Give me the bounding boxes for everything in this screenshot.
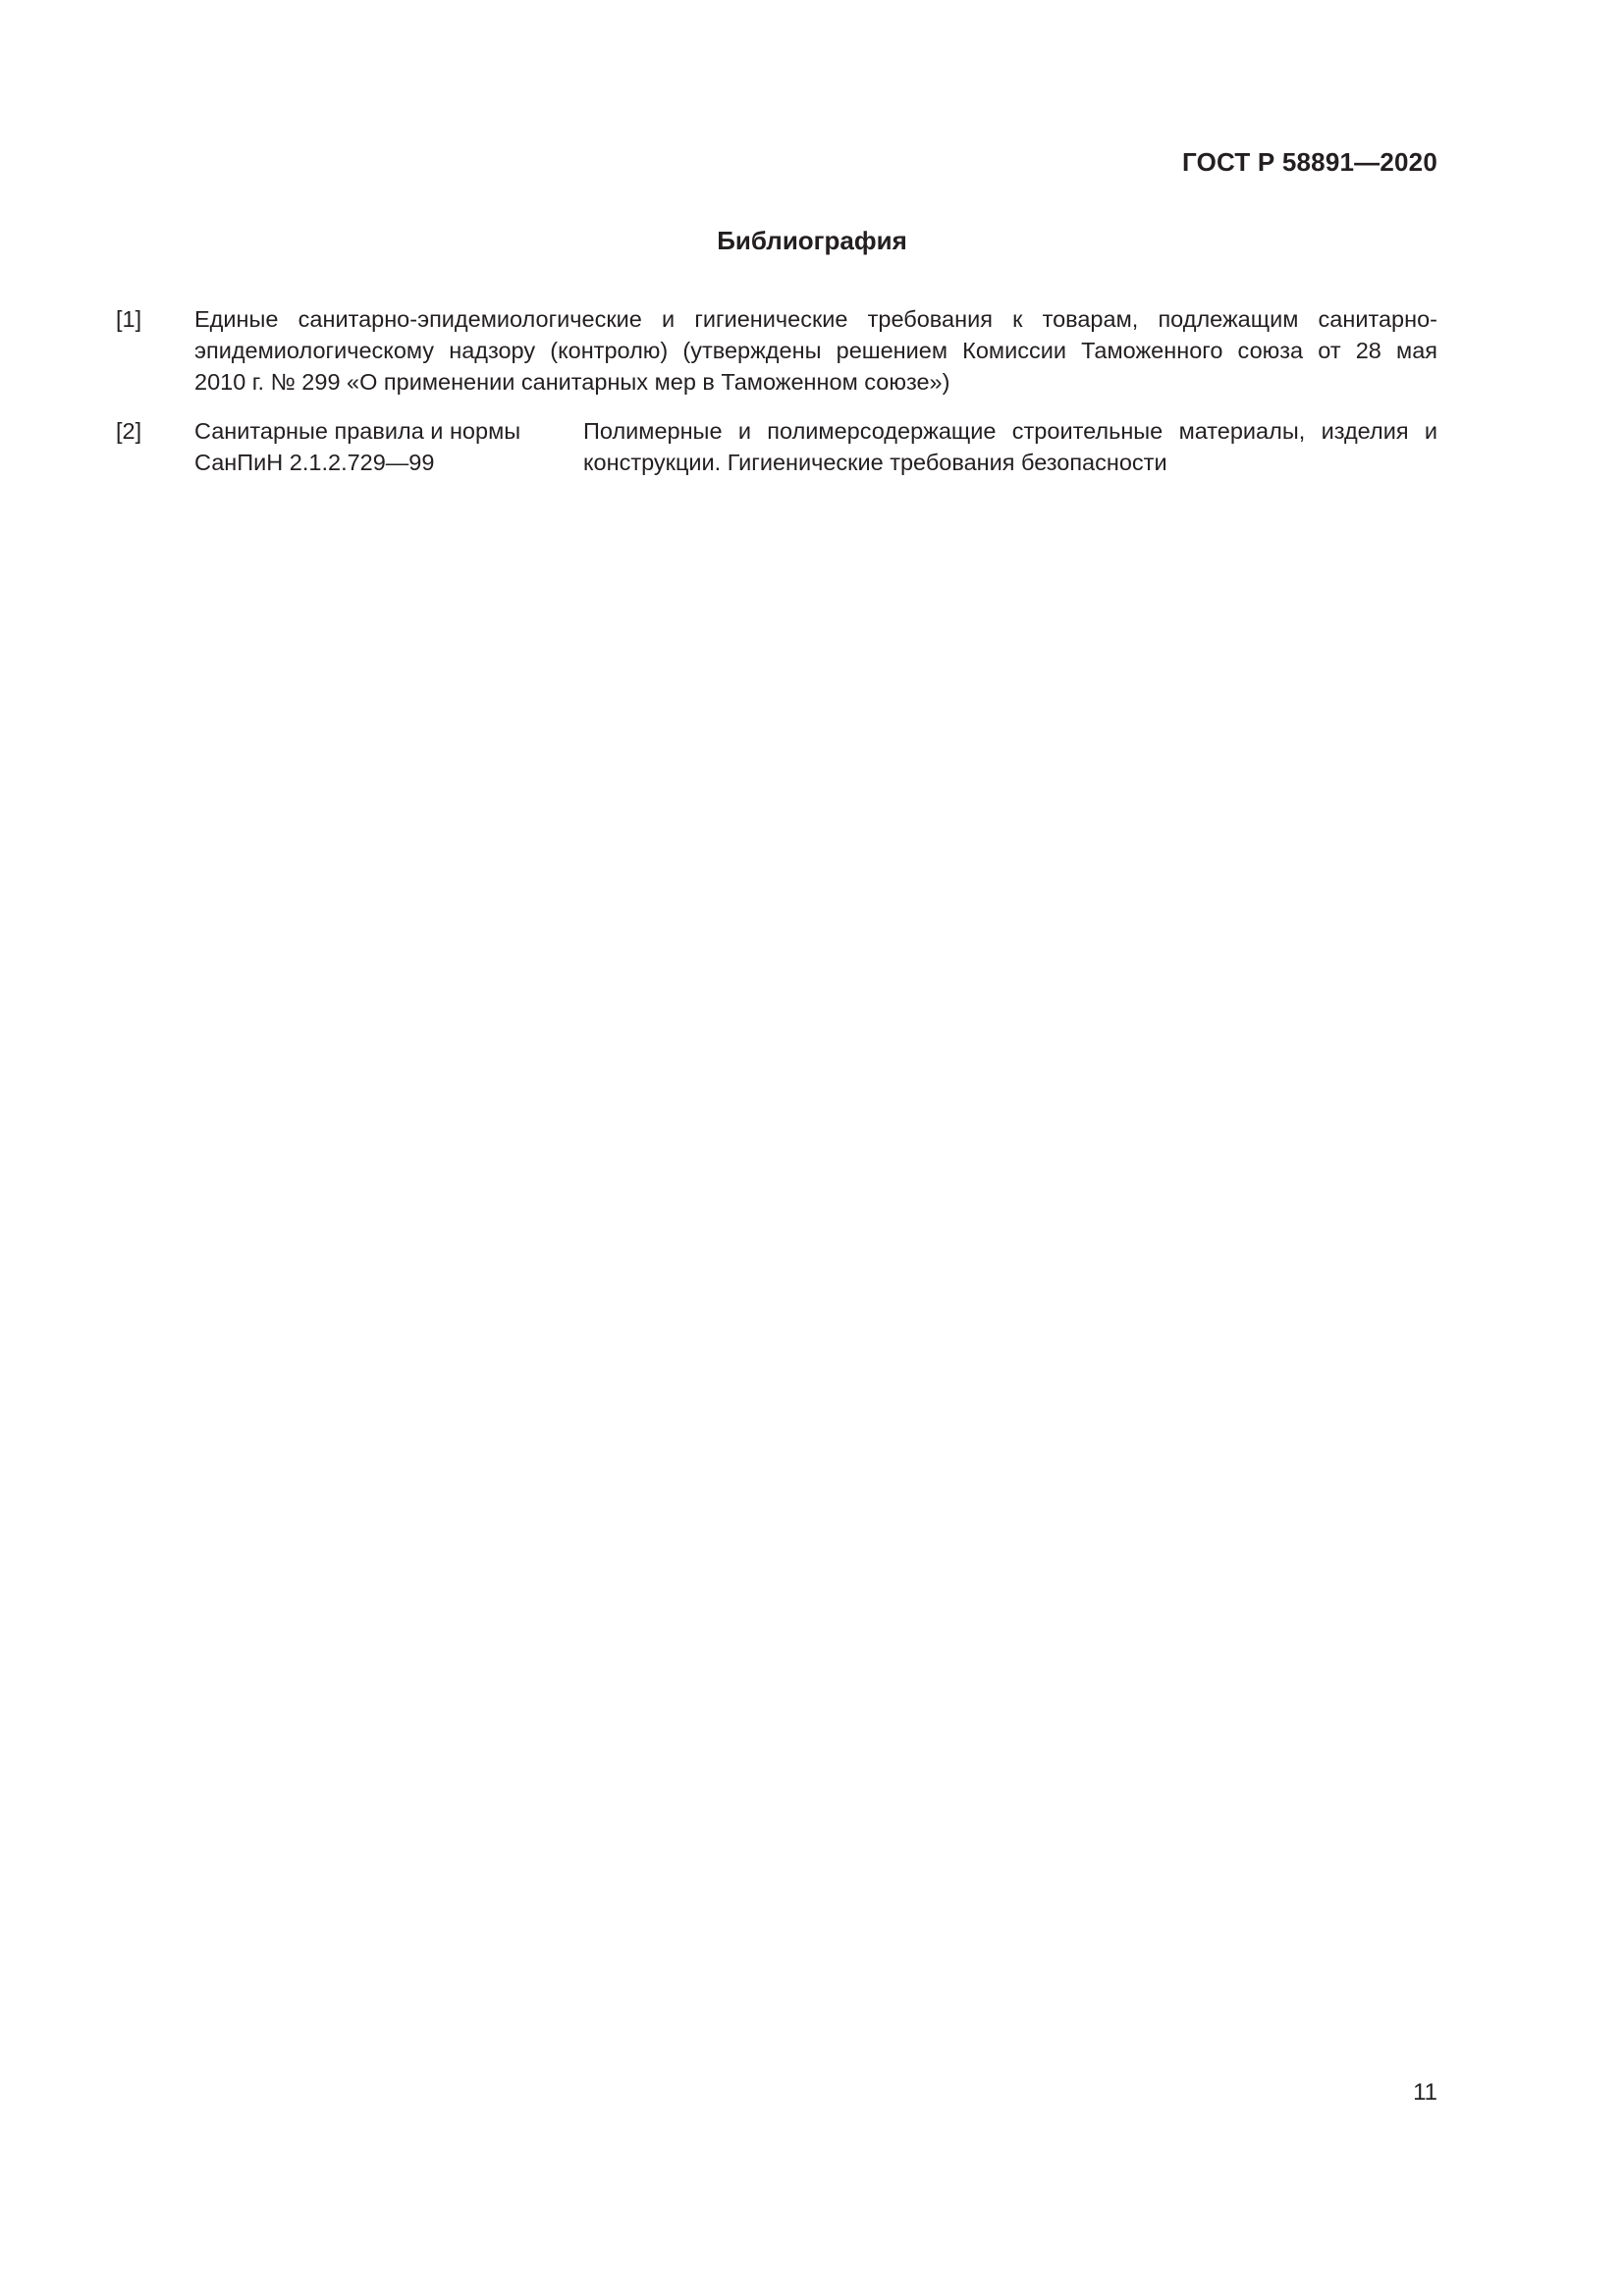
entry-doc-line: Санитарные правила и нормы bbox=[194, 418, 521, 444]
section-title: Библиография bbox=[717, 226, 907, 255]
entry-document-designation bbox=[194, 415, 568, 478]
entry-desc-line: конструкции. Гигиенические требования безопасности bbox=[583, 450, 1167, 475]
entry-description bbox=[583, 415, 1437, 478]
page-number: 11 bbox=[1413, 2079, 1437, 2106]
entry-text bbox=[194, 303, 1437, 398]
entry-number: [1] bbox=[116, 306, 142, 332]
document-code: ГОСТ Р 58891—2020 bbox=[1182, 147, 1437, 177]
entry-doc-line: СанПиН 2.1.2.729—99 bbox=[194, 450, 435, 475]
entry-text-line: эпидемиологическому надзору (контролю) (утверждены решением Комиссии Таможенного союза от 28 мая bbox=[194, 338, 1437, 363]
entry-desc-line: Полимерные и полимерсодержащие строительные материалы, изделия и bbox=[583, 418, 1437, 444]
entry-number: [2] bbox=[116, 418, 142, 444]
entry-text-line: Единые санитарно-эпидемиологические и гигиенические требования к товарам, подлежащим санитарно- bbox=[194, 306, 1437, 332]
entry-text-line: 2010 г. № 299 «О применении санитарных мер в Таможенном союзе») bbox=[194, 369, 950, 395]
